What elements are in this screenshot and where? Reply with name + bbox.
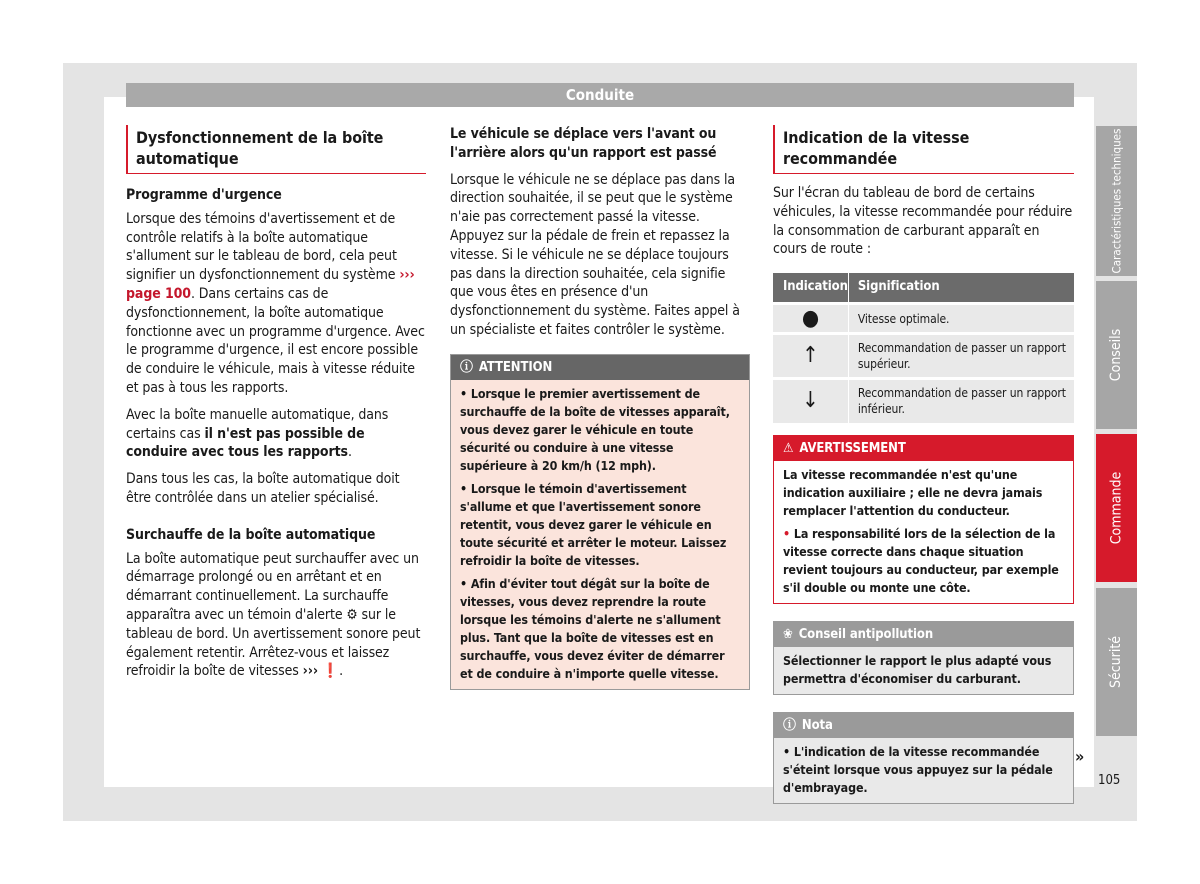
tab-label: Caractéristiques techniques bbox=[1109, 128, 1124, 274]
note-title: Nota bbox=[801, 717, 833, 733]
arrow-up-icon: ↑ bbox=[773, 334, 848, 379]
tab-label: Sécurité bbox=[1108, 635, 1125, 689]
paragraph bbox=[126, 210, 426, 398]
table-cell: Recommandation de passer un rapport supérieur. bbox=[848, 334, 1074, 379]
section-title: Indication de la vitesse recommandée bbox=[773, 125, 1074, 174]
bold-text: il n'est pas possible de conduire avec tous les rapports bbox=[126, 425, 365, 461]
eco-tip-title: Conseil antipollution bbox=[798, 626, 934, 642]
text: La boîte automatique peut surchauffer avec un démarrage prolongé ou en arrêtant et en démarrant continuellement. La surchauffe apparaîtra avec un témoin d'alerte bbox=[126, 550, 419, 623]
gearbox-warning-icon: ⚙ bbox=[346, 606, 358, 623]
bullet-text: La vitesse recommandée n'est qu'une indication auxiliaire ; elle ne devra jamais remplacer l'attention du conducteur. bbox=[783, 466, 1043, 518]
bullet-item bbox=[783, 525, 1064, 597]
paragraph: Lorsque le véhicule ne se déplace pas dans la direction souhaitée, il se peut que le système n'aie pas correctement passé la vitesse. Appuyez sur la pédale de frein et repassez la vitesse. Si le véhicule ne se déplace toujours pas dans la direction souhaitée, cela signifie que vous êtes en présence d'un dysfonctionnement du système. Faites appel à un spécialiste et faites contrôler le système. bbox=[450, 171, 740, 338]
bullet-item bbox=[460, 480, 740, 570]
flower-icon: ❀ bbox=[783, 626, 793, 642]
subheading-urgence: Programme d'urgence bbox=[126, 187, 282, 203]
column-3 bbox=[773, 125, 1074, 804]
page-number: 105 bbox=[1098, 773, 1121, 788]
note-box bbox=[773, 712, 1074, 804]
bullet-text: Lorsque le témoin d'avertissement s'allume et que l'avertissement sonore retentit, vous devez garer le véhicule en toute sécurité et arrêter le moteur. Laissez refroidir la boîte de vitesses. bbox=[460, 480, 727, 568]
text: . bbox=[347, 444, 352, 461]
eco-tip-box bbox=[773, 621, 1074, 695]
note-text: L'indication de la vitesse recommandée s'éteint lorsque vous appuyez sur la pédale d'embrayage. bbox=[783, 743, 1053, 795]
bullet-text: Lorsque le premier avertissement de surchauffe de la boîte de vitesses apparaît, vous devez garer le véhicule en toute sécurité ou conduire à une vitesse supérieure à 20 km/h (12 mph). bbox=[460, 385, 730, 473]
text: Avec la boîte manuelle automatique, dans certains cas bbox=[126, 406, 389, 442]
table-cell: Recommandation de passer un rapport inférieur. bbox=[848, 379, 1074, 423]
page-link[interactable]: page 100 bbox=[126, 285, 191, 302]
bullet-text: Afin d'éviter tout dégât sur la boîte de vitesses, vous devez reprendre la route lorsque les témoins d'alerte ne s'allument plus. Tant que la boîte de vitesses est en surchauffe, vous devez éviter de démarrer et de conduire à n'importe quelle vitesse. bbox=[460, 575, 725, 681]
column-1 bbox=[126, 125, 426, 689]
warning-title: AVERTISSEMENT bbox=[799, 440, 906, 456]
table-row bbox=[773, 379, 1074, 423]
table-header: Signification bbox=[848, 273, 1074, 304]
bullet-icon: • bbox=[783, 525, 794, 541]
column-2 bbox=[450, 125, 750, 690]
tab-conseils[interactable] bbox=[1096, 281, 1137, 429]
paragraph bbox=[126, 406, 426, 462]
reference-arrow: ››› bbox=[399, 267, 415, 284]
table-row bbox=[773, 304, 1074, 334]
attention-header bbox=[451, 355, 749, 380]
paragraph bbox=[126, 550, 426, 682]
bullet-icon: • bbox=[783, 743, 794, 759]
filled-circle-icon: ● bbox=[773, 304, 848, 334]
tab-commande[interactable] bbox=[1096, 434, 1137, 582]
continue-arrow: » bbox=[1075, 747, 1085, 766]
table-row bbox=[773, 334, 1074, 379]
bullet-item bbox=[783, 466, 1064, 520]
bullet-icon: • bbox=[460, 575, 471, 591]
table-cell: Vitesse optimale. bbox=[848, 304, 1074, 334]
bullet-icon: • bbox=[460, 385, 471, 401]
arrow-down-icon: ↓ bbox=[773, 379, 848, 423]
note-header bbox=[774, 713, 1073, 738]
bullet-item bbox=[460, 575, 740, 683]
bullet-icon: • bbox=[460, 480, 471, 496]
info-icon: ⓘ bbox=[783, 717, 796, 733]
eco-tip-header bbox=[774, 622, 1073, 647]
subheading-surchauffe: Surchauffe de la boîte automatique bbox=[126, 526, 376, 543]
tab-caracteristiques[interactable] bbox=[1096, 126, 1137, 276]
eco-tip-body: Sélectionner le rapport le plus adapté vous permettra d'économiser du carburant. bbox=[783, 652, 1052, 686]
table-header-row bbox=[773, 273, 1074, 304]
tab-label: Conseils bbox=[1108, 328, 1125, 382]
bullet-text: La responsabilité lors de la sélection de la vitesse correcte dans chaque situation revient toujours au conducteur, par exemple s'il double ou monte une côte. bbox=[783, 525, 1059, 595]
bullet-item bbox=[460, 385, 740, 475]
text: Lorsque des témoins d'avertissement et de contrôle relatifs à la boîte automatique s'allument sur le tableau de bord, cela peut signifier un dysfonctionnement du système bbox=[126, 210, 397, 284]
warning-triangle-icon: ⚠ bbox=[783, 440, 794, 456]
attention-title: ATTENTION bbox=[478, 359, 553, 375]
note-body bbox=[774, 738, 1073, 803]
table-header: Indication bbox=[773, 273, 848, 304]
indication-table bbox=[773, 273, 1074, 423]
subheading: Le véhicule se déplace vers l'avant ou l'arrière alors qu'un rapport est passé bbox=[450, 126, 717, 161]
attention-box bbox=[450, 354, 750, 690]
section-title: Dysfonctionnement de la boîte automatique bbox=[126, 125, 426, 174]
alert-circle-icon: ⓘ bbox=[460, 359, 473, 375]
text: . bbox=[339, 663, 344, 680]
text: sur le tableau de bord. Un avertissement sonore peut également retentir. Arrêtez-vous et laissez refroidir la boîte de vitesses bbox=[126, 606, 421, 680]
reference-arrow: ››› bbox=[302, 663, 318, 680]
warning-symbol-icon: ❗ bbox=[321, 663, 340, 680]
warning-header bbox=[774, 436, 1073, 461]
attention-body bbox=[451, 380, 749, 689]
text: . Dans certains cas de dysfonctionnement, la boîte automatique fonctionne avec un programme d'urgence. Avec le programme d'urgence, il est encore possible de conduire le véhicule, mais à vitesse réduite et pas à tous les rapports. bbox=[126, 285, 425, 396]
warning-box bbox=[773, 435, 1074, 604]
chapter-header: Conduite bbox=[126, 83, 1074, 107]
paragraph: Dans tous les cas, la boîte automatique doit être contrôlée dans un atelier spécialisé. bbox=[126, 471, 400, 506]
warning-body bbox=[774, 461, 1073, 603]
tab-label: Commande bbox=[1108, 471, 1125, 545]
tab-securite[interactable] bbox=[1096, 588, 1137, 736]
paragraph: Sur l'écran du tableau de bord de certains véhicules, la vitesse recommandée pour réduire la consommation de carburant apparaît en cours de route : bbox=[773, 185, 1073, 258]
